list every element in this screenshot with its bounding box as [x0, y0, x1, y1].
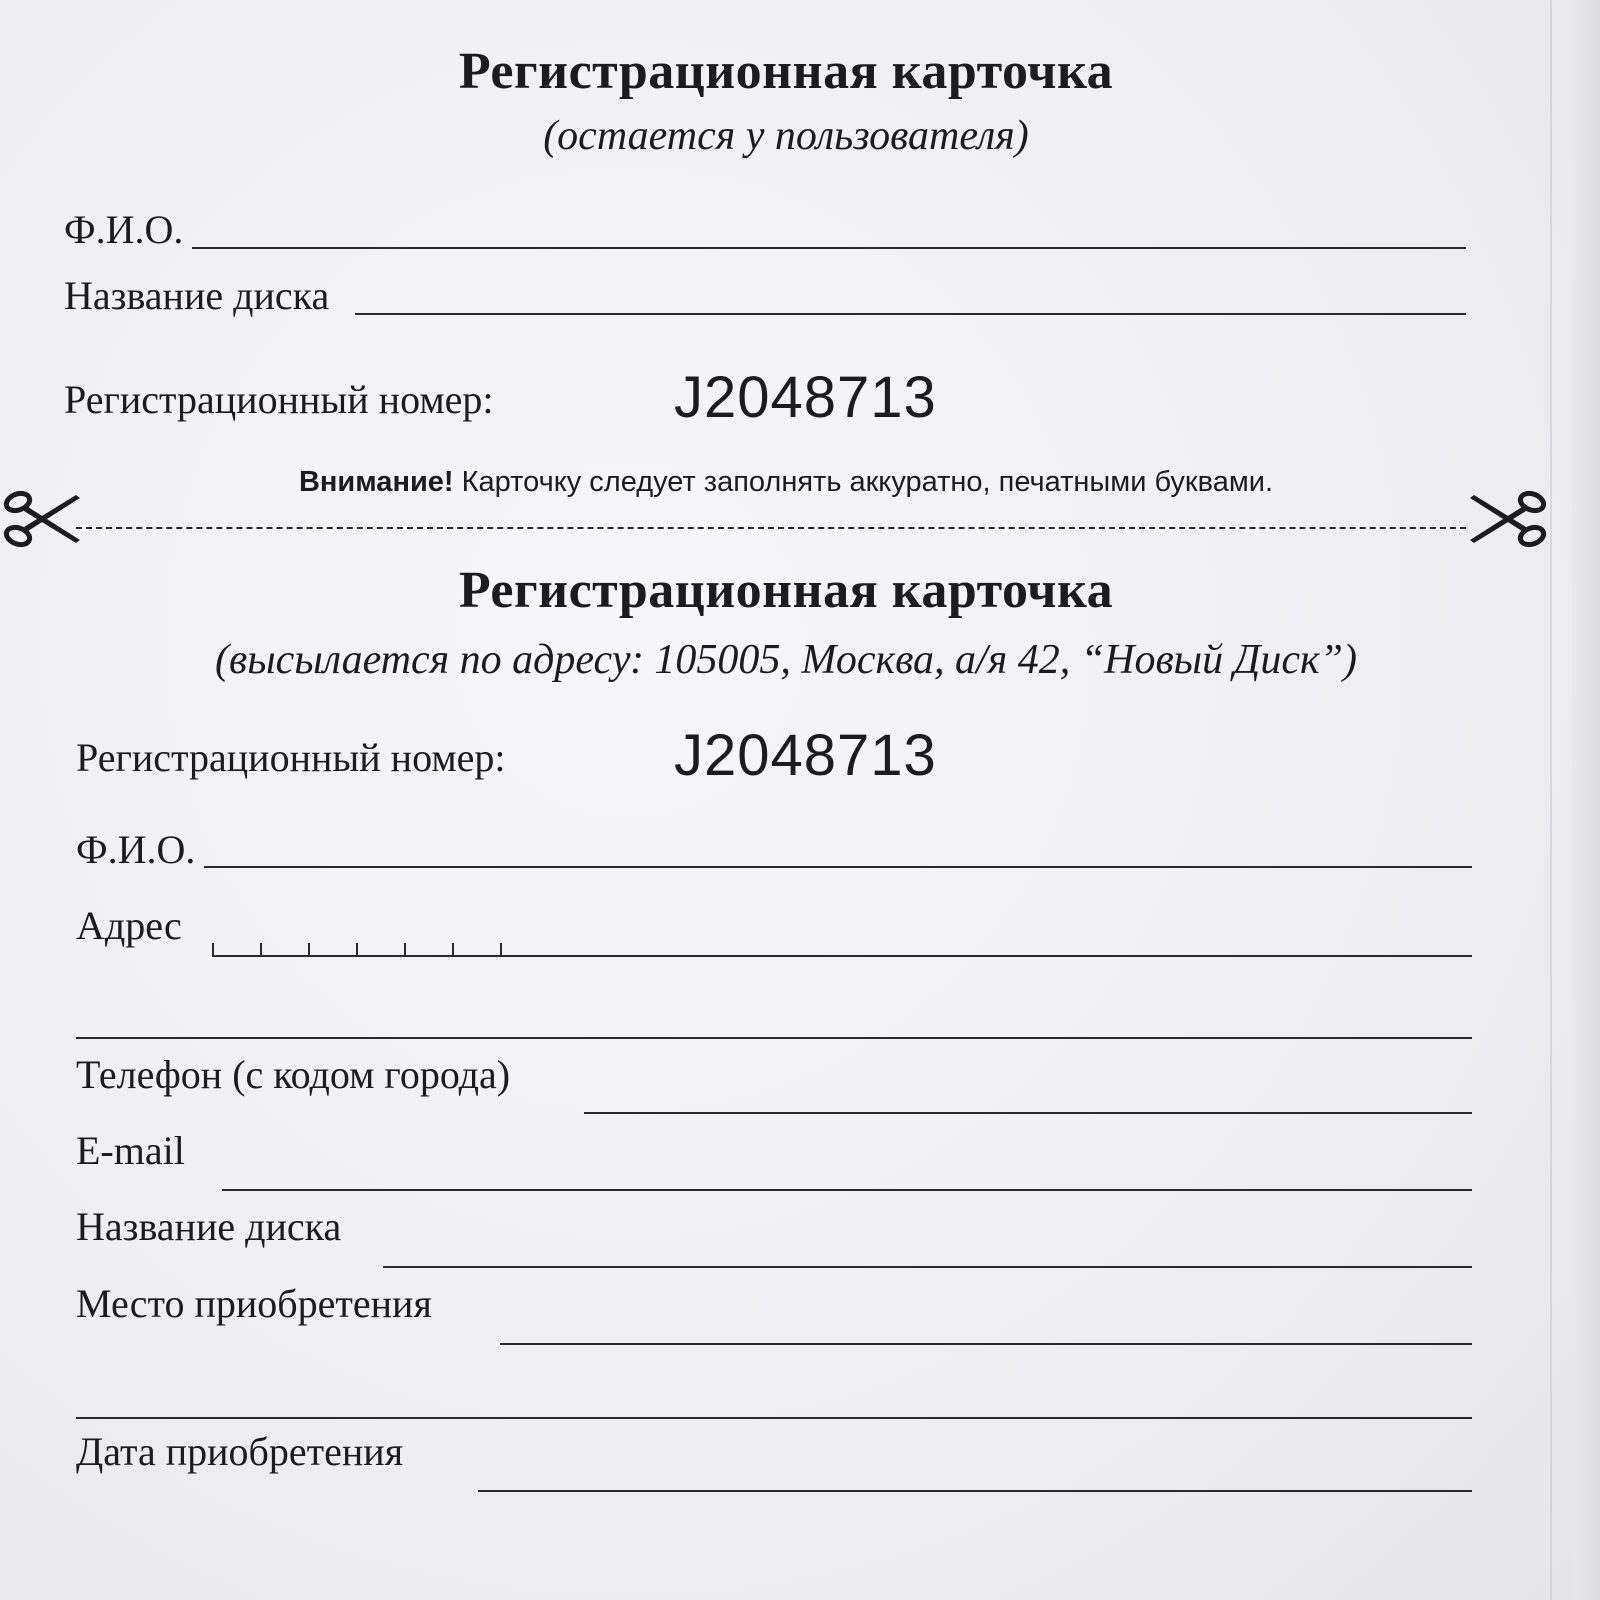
email-field[interactable]	[222, 1189, 1472, 1191]
top-card-subtitle: (остается у пользователя)	[543, 113, 1029, 159]
bottom-card-subtitle: (высылается по адресу: 105005, Москва, а/я 42, “Новый Диск”)	[215, 637, 1357, 683]
scissors-icon	[2, 488, 82, 550]
bottom-disk-name-field[interactable]	[383, 1266, 1472, 1268]
top-disk-name-label: Название диска	[64, 273, 330, 318]
address-field-line-2[interactable]	[76, 1037, 1472, 1039]
address-label: Адрес	[76, 903, 182, 948]
purchase-place-field[interactable]	[500, 1343, 1472, 1345]
bottom-disk-name-label: Название диска	[76, 1204, 342, 1249]
phone-label: Телефон (с кодом города)	[76, 1052, 511, 1097]
bottom-reg-number-label: Регистрационный номер:	[76, 735, 506, 780]
paper-edge	[1572, 0, 1600, 1600]
top-reg-number-value: J2048713	[674, 365, 937, 430]
bottom-fio-field[interactable]	[204, 866, 1472, 868]
top-fio-field[interactable]	[192, 247, 1466, 249]
address-field[interactable]	[212, 955, 1472, 957]
email-label: E-mail	[76, 1128, 185, 1173]
postcode-boxes[interactable]	[212, 937, 512, 957]
notice-bold: Внимание!	[298, 466, 454, 498]
purchase-date-label: Дата приобретения	[76, 1429, 404, 1474]
phone-field[interactable]	[584, 1112, 1472, 1114]
top-disk-name-field[interactable]	[355, 313, 1466, 315]
notice-text: Карточку следует заполнять аккуратно, печатными буквами.	[453, 466, 1274, 498]
bottom-fio-label: Ф.И.О.	[76, 827, 196, 872]
top-card-title: Регистрационная карточка	[458, 43, 1114, 100]
scissors-icon	[1468, 488, 1548, 550]
top-reg-number-label: Регистрационный номер:	[64, 377, 494, 422]
purchase-place-field-line-2[interactable]	[76, 1417, 1472, 1419]
purchase-place-label: Место приобретения	[76, 1281, 432, 1326]
bottom-reg-number-value: J2048713	[674, 723, 937, 788]
top-fio-label: Ф.И.О.	[64, 207, 184, 252]
paper-fold	[1550, 0, 1552, 1600]
bottom-card-title: Регистрационная карточка	[458, 562, 1114, 619]
cut-line	[76, 527, 1466, 529]
purchase-date-field[interactable]	[478, 1490, 1472, 1492]
notice	[0, 466, 1572, 499]
